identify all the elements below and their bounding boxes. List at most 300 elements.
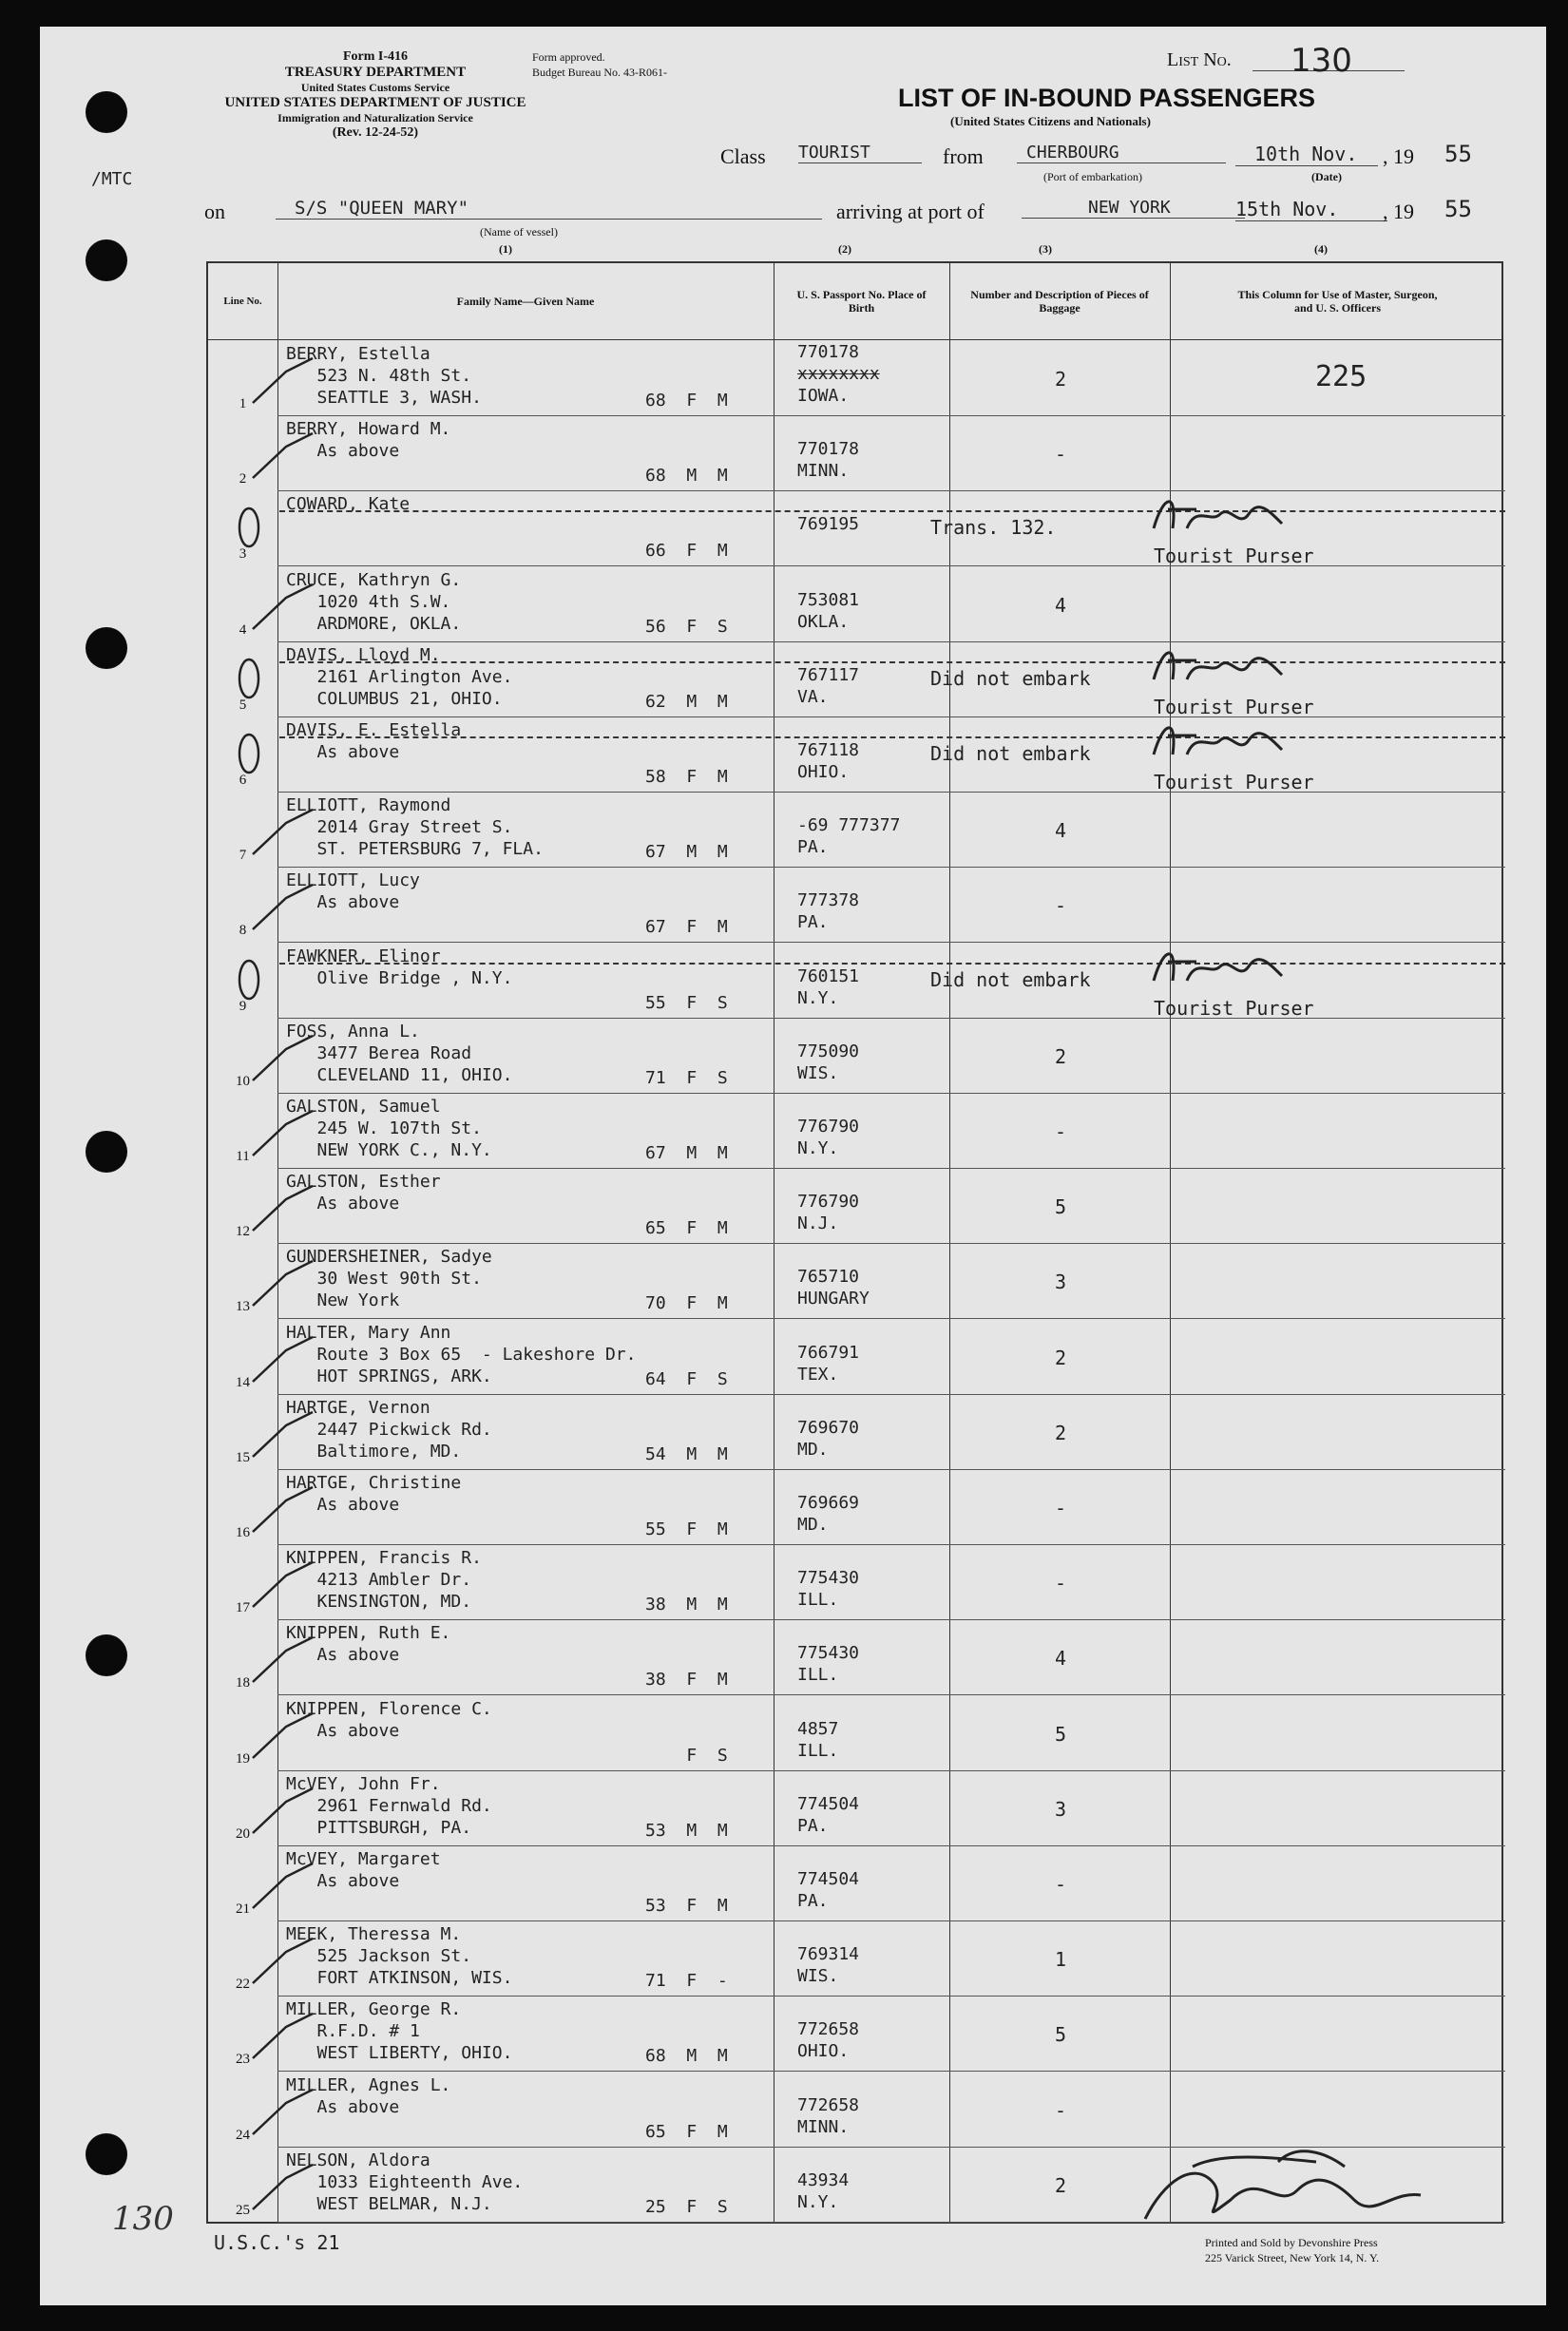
address-line: HOT SPRINGS, ARK. bbox=[286, 1366, 492, 1386]
year-prefix-to: , 19 bbox=[1383, 200, 1414, 223]
passport-birthplace bbox=[797, 1395, 959, 1461]
line-number: 13 bbox=[236, 1299, 250, 1315]
cancel-circle-icon bbox=[235, 731, 263, 776]
passport-number: 765710 bbox=[797, 1267, 860, 1288]
place-of-birth: TEX. bbox=[797, 1364, 839, 1385]
passport-number: 772658 bbox=[797, 2019, 860, 2040]
address-line: Baltimore, MD. bbox=[286, 1441, 462, 1462]
passport-birthplace bbox=[797, 1169, 959, 1234]
baggage-count: 5 bbox=[1054, 2023, 1067, 2047]
col-num-1: (1) bbox=[499, 242, 512, 256]
year-to-value: 55 bbox=[1444, 196, 1472, 222]
age-sex-status: 55 F M bbox=[645, 1519, 728, 1539]
passenger-name: GALSTON, Samuel bbox=[286, 1097, 441, 1117]
on-label: on bbox=[204, 200, 225, 223]
passport-number bbox=[797, 1771, 959, 1793]
form-revision: (Rev. 12-24-52) bbox=[332, 125, 419, 140]
year-prefix-from: , 19 bbox=[1383, 144, 1414, 168]
address-line: SEATTLE 3, WASH. bbox=[286, 388, 482, 408]
table-row bbox=[208, 717, 1505, 793]
baggage-count: - bbox=[1054, 2098, 1067, 2122]
baggage-count: - bbox=[1054, 1873, 1067, 1896]
class-label: Class bbox=[720, 144, 766, 168]
passenger-name: FAWKNER, Elinor bbox=[286, 946, 441, 966]
passport-number bbox=[797, 1696, 959, 1718]
printer-credit bbox=[1205, 2235, 1379, 2265]
line-number: 21 bbox=[236, 1901, 250, 1917]
baggage-count: 3 bbox=[1054, 1797, 1067, 1821]
arrival-port-value: NEW YORK bbox=[1022, 198, 1245, 219]
age-sex-status: 66 F M bbox=[645, 541, 728, 562]
passenger-name: McVEY, John Fr. bbox=[286, 1773, 441, 1794]
baggage-count: - bbox=[1054, 443, 1067, 467]
passport-number: 4857 bbox=[797, 1718, 839, 1739]
address-line: 1033 Eighteenth Ave. bbox=[286, 2171, 524, 2192]
baggage-count: 2 bbox=[1054, 368, 1067, 391]
place-of-birth: PA. bbox=[797, 1815, 829, 1836]
ins-service: Immigration and Naturalization Service bbox=[277, 111, 473, 124]
address-line: 2014 Gray Street S. bbox=[286, 817, 513, 838]
passport-number: 767117 bbox=[797, 664, 860, 685]
table-row bbox=[208, 944, 1505, 1019]
vessel-note: (Name of vessel) bbox=[480, 225, 558, 239]
punch-hole bbox=[86, 1634, 127, 1676]
approval-line: Form approved. bbox=[532, 50, 605, 64]
place-of-birth: MD. bbox=[797, 1439, 829, 1460]
age-sex-status: 65 F M bbox=[645, 2121, 728, 2142]
year-from-value: 55 bbox=[1444, 141, 1472, 167]
col-header-officers: This Column for Use of Master, Surgeon, and U. S. Officers bbox=[1237, 288, 1438, 315]
passport-number bbox=[797, 793, 959, 814]
arrival-date-value: 15th Nov. bbox=[1235, 198, 1387, 221]
printer-line-1: Printed and Sold by Devonshire Press bbox=[1205, 2236, 1378, 2249]
passenger-name: McVEY, Margaret bbox=[286, 1849, 441, 1869]
table-row bbox=[208, 1846, 1505, 1921]
line-number: 8 bbox=[239, 923, 247, 939]
passport-birthplace bbox=[797, 2148, 959, 2213]
passport-number: 775430 bbox=[797, 1643, 860, 1664]
punch-hole bbox=[86, 2133, 127, 2175]
place-of-birth: N.Y. bbox=[797, 1138, 839, 1158]
purser-title: Tourist Purser bbox=[1154, 695, 1314, 718]
passenger-name: KNIPPEN, Francis R. bbox=[286, 1548, 482, 1569]
address-line: 4213 Ambler Dr. bbox=[286, 1570, 472, 1591]
treasury-dept: TREASURY DEPARTMENT bbox=[284, 65, 467, 80]
table-row bbox=[208, 1094, 1505, 1169]
age-sex-status: 38 F M bbox=[645, 1670, 728, 1691]
col-header-line: Line No. bbox=[223, 296, 262, 307]
line-number: 22 bbox=[236, 1977, 250, 1993]
baggage-count: - bbox=[1054, 1572, 1067, 1595]
line-number: 12 bbox=[236, 1224, 250, 1240]
cancel-circle-icon bbox=[235, 957, 263, 1003]
table-row bbox=[208, 642, 1505, 717]
baggage-count: 4 bbox=[1054, 593, 1067, 617]
passport-birthplace bbox=[797, 1921, 959, 1987]
line-number: 4 bbox=[239, 621, 247, 638]
passport-number: 766791 bbox=[797, 1342, 860, 1363]
place-of-birth: MD. bbox=[797, 1515, 829, 1535]
passport-number bbox=[797, 2148, 959, 2169]
passport-number bbox=[797, 1470, 959, 1492]
baggage-count: - bbox=[1054, 894, 1067, 918]
table-row bbox=[208, 1997, 1505, 2072]
passport-birthplace bbox=[797, 2073, 959, 2138]
line-number: 3 bbox=[239, 546, 247, 563]
passport-number bbox=[797, 1545, 959, 1567]
passenger-name: FOSS, Anna L. bbox=[286, 1021, 420, 1041]
purser-title: Tourist Purser bbox=[1154, 545, 1314, 568]
passport-birthplace bbox=[797, 793, 959, 858]
baggage-count: - bbox=[1054, 1120, 1067, 1143]
punch-hole bbox=[86, 91, 127, 133]
passport-number: -69 777377 bbox=[797, 815, 901, 836]
passport-number: 769195 bbox=[797, 514, 860, 535]
age-sex-status: 62 M M bbox=[645, 691, 728, 712]
passenger-name-address bbox=[286, 2074, 780, 2118]
line-number: 1 bbox=[239, 396, 247, 411]
address-line: Route 3 Box 65 - Lakeshore Dr. bbox=[286, 1344, 637, 1365]
age-sex-status: 67 M M bbox=[645, 842, 728, 863]
age-sex-status: 55 F S bbox=[645, 992, 728, 1013]
page-title: LIST OF IN-BOUND PASSENGERS bbox=[898, 84, 1316, 112]
col-header-name: Family Name—Given Name bbox=[456, 295, 595, 308]
age-sex-status: 65 F M bbox=[645, 1218, 728, 1239]
age-sex-status: 56 F S bbox=[645, 616, 728, 637]
address-line: As above bbox=[286, 1720, 400, 1741]
passport-number: 753081 bbox=[797, 589, 860, 610]
table-row bbox=[208, 1169, 1505, 1244]
address-line: 3477 Berea Road bbox=[286, 1042, 472, 1063]
place-of-birth: PA. bbox=[797, 1891, 829, 1911]
customs-service: United States Customs Service bbox=[300, 81, 450, 94]
row-remark: Did not embark bbox=[930, 967, 1091, 991]
table-row bbox=[208, 1696, 1505, 1771]
address-line: 30 West 90th St. bbox=[286, 1269, 482, 1290]
passport-number: 769669 bbox=[797, 1493, 860, 1513]
passport-birthplace bbox=[797, 1094, 959, 1159]
passport-number: 769314 bbox=[797, 1944, 860, 1965]
passenger-name: MILLER, Agnes L. bbox=[286, 2074, 451, 2095]
purser-signature bbox=[1144, 637, 1287, 694]
passport-number: xxxxxxxx bbox=[797, 364, 880, 384]
passport-number bbox=[797, 1997, 959, 2018]
table-row bbox=[208, 567, 1505, 642]
form-approval bbox=[532, 49, 741, 80]
bottom-handwritten-number: 130 bbox=[112, 2200, 174, 2238]
address-line: 523 N. 48th St. bbox=[286, 366, 472, 386]
passport-number bbox=[797, 868, 959, 889]
age-sex-status: 64 F S bbox=[645, 1368, 728, 1389]
age-sex-status: 71 F S bbox=[645, 1067, 728, 1088]
passport-number bbox=[797, 1094, 959, 1116]
passport-number bbox=[797, 416, 959, 438]
punch-hole bbox=[86, 239, 127, 281]
date-from-value: 10th Nov. bbox=[1235, 143, 1378, 166]
address-line: ST. PETERSBURG 7, FLA. bbox=[286, 839, 544, 860]
age-sex-status: 70 F M bbox=[645, 1293, 728, 1314]
place-of-birth: PA. bbox=[797, 912, 829, 933]
address-line: 525 Jackson St. bbox=[286, 1946, 472, 1967]
strike-through-line bbox=[279, 510, 1505, 512]
address-line: Olive Bridge , N.Y. bbox=[286, 967, 513, 988]
passport-number: 43934 bbox=[797, 2169, 850, 2190]
table-row bbox=[208, 491, 1505, 566]
address-line: As above bbox=[286, 441, 400, 462]
row-remark: Trans. 132. bbox=[930, 516, 1057, 540]
line-number: 14 bbox=[236, 1374, 250, 1390]
row-remark: Did not embark bbox=[930, 666, 1091, 690]
passport-number bbox=[797, 1019, 959, 1041]
table-row bbox=[208, 1620, 1505, 1695]
passport-birthplace bbox=[797, 567, 959, 633]
table-row bbox=[208, 1244, 1505, 1319]
passport-number: 777378 bbox=[797, 890, 860, 911]
strike-through-line bbox=[279, 736, 1505, 738]
table-row bbox=[208, 1395, 1505, 1470]
baggage-count: 2 bbox=[1054, 1346, 1067, 1369]
strike-through-line bbox=[279, 661, 1505, 663]
baggage-count: 4 bbox=[1054, 819, 1067, 843]
list-no-line bbox=[1252, 42, 1405, 80]
age-sex-status: 25 F S bbox=[645, 2196, 728, 2217]
line-number: 18 bbox=[236, 1675, 250, 1691]
table-row bbox=[208, 793, 1505, 868]
place-of-birth: ILL. bbox=[797, 1740, 839, 1761]
line-number: 19 bbox=[236, 1750, 250, 1767]
place-of-birth: N.J. bbox=[797, 1213, 839, 1234]
passenger-name: DAVIS, E. Estella bbox=[286, 720, 462, 740]
passport-number bbox=[797, 567, 959, 589]
age-sex-status: F S bbox=[645, 1745, 728, 1766]
list-no-label: List No. bbox=[1167, 49, 1232, 70]
passport-birthplace bbox=[797, 416, 959, 482]
passport-birthplace bbox=[797, 1771, 959, 1837]
table-row bbox=[208, 1921, 1505, 1997]
passenger-name: MEEK, Theressa M. bbox=[286, 1924, 462, 1945]
address-line: 2447 Pickwick Rd. bbox=[286, 1419, 492, 1440]
address-line: WEST LIBERTY, OHIO. bbox=[286, 2043, 513, 2064]
address-line: NEW YORK C., N.Y. bbox=[286, 1140, 492, 1160]
address-line: As above bbox=[286, 892, 400, 913]
line-number: 17 bbox=[236, 1600, 250, 1616]
punch-hole bbox=[86, 1131, 127, 1173]
officer-value-row-1: 225 bbox=[1315, 360, 1367, 393]
from-label: from bbox=[943, 144, 984, 168]
passenger-name: ELLIOTT, Raymond bbox=[286, 795, 451, 816]
passport-birthplace bbox=[797, 1244, 959, 1309]
place-of-birth: WIS. bbox=[797, 1062, 839, 1083]
col-num-2: (2) bbox=[838, 242, 851, 256]
date-note: (Date) bbox=[1311, 170, 1342, 183]
passenger-name-address bbox=[286, 418, 780, 462]
line-number: 11 bbox=[236, 1149, 250, 1164]
baggage-count: 1 bbox=[1054, 1948, 1067, 1972]
cancel-circle-icon bbox=[235, 656, 263, 701]
col-header-passport: U. S. Passport No. Place of Birth bbox=[796, 288, 927, 315]
address-line: As above bbox=[286, 2096, 400, 2117]
bottom-form-code: U.S.C.'s 21 bbox=[214, 2231, 340, 2254]
passenger-name: GALSTON, Esther bbox=[286, 1172, 441, 1193]
purser-title: Tourist Purser bbox=[1154, 771, 1314, 793]
vessel-name: S/S "QUEEN MARY" bbox=[276, 198, 822, 220]
passport-number: 770178 bbox=[797, 439, 860, 460]
table-row bbox=[208, 2073, 1505, 2148]
address-line: COLUMBUS 21, OHIO. bbox=[286, 688, 503, 709]
table-row bbox=[208, 1470, 1505, 1545]
baggage-count: 2 bbox=[1054, 1044, 1067, 1068]
address-line: As above bbox=[286, 742, 400, 762]
address-line: As above bbox=[286, 1645, 400, 1666]
passport-number bbox=[797, 1846, 959, 1868]
address-line: FORT ATKINSON, WIS. bbox=[286, 1968, 513, 1989]
passenger-name-address bbox=[286, 719, 780, 763]
address-line: CLEVELAND 11, OHIO. bbox=[286, 1064, 513, 1085]
address-line: New York bbox=[286, 1290, 400, 1311]
baggage-count: 3 bbox=[1054, 1271, 1067, 1294]
age-sex-status: 68 F M bbox=[645, 391, 728, 411]
passenger-name: HALTER, Mary Ann bbox=[286, 1322, 451, 1343]
table-row bbox=[208, 341, 1505, 416]
arriving-label: arriving at port of bbox=[836, 200, 985, 223]
strike-through-line bbox=[279, 963, 1505, 965]
address-line: 1020 4th S.W. bbox=[286, 591, 451, 612]
table-row bbox=[208, 1019, 1505, 1094]
col-header-baggage: Number and Description of Pieces of Baggage bbox=[970, 288, 1149, 315]
age-sex-status: 53 M M bbox=[645, 1820, 728, 1841]
baggage-count: 5 bbox=[1054, 1195, 1067, 1219]
age-sex-status: 53 F M bbox=[645, 1896, 728, 1916]
cancel-circle-icon bbox=[235, 505, 263, 550]
passport-number: 776790 bbox=[797, 1192, 860, 1213]
passenger-name-address bbox=[286, 1472, 780, 1516]
passenger-name: KNIPPEN, Florence C. bbox=[286, 1698, 492, 1719]
passport-number: 775090 bbox=[797, 1041, 860, 1061]
passenger-name-address bbox=[286, 869, 780, 913]
line-number: 15 bbox=[236, 1449, 250, 1465]
passport-number bbox=[797, 1244, 959, 1266]
form-number: Form I-416 bbox=[342, 49, 409, 64]
passport-number: 770178 bbox=[797, 342, 860, 362]
baggage-count: 4 bbox=[1054, 1647, 1067, 1671]
justice-dept: UNITED STATES DEPARTMENT OF JUSTICE bbox=[224, 95, 526, 110]
purser-signature bbox=[1144, 486, 1287, 543]
place-of-birth: OHIO. bbox=[797, 2041, 850, 2062]
line-number: 10 bbox=[236, 1073, 250, 1089]
printer-line-2: 225 Varick Street, New York 14, N. Y. bbox=[1205, 2251, 1380, 2264]
line-number: 9 bbox=[239, 998, 247, 1014]
baggage-count: 5 bbox=[1054, 1722, 1067, 1746]
passenger-name: CRUCE, Kathryn G. bbox=[286, 569, 462, 590]
passport-number: 776790 bbox=[797, 1117, 860, 1137]
purser-signature bbox=[1144, 712, 1287, 769]
passport-number bbox=[797, 1395, 959, 1417]
table-row bbox=[208, 868, 1505, 943]
baggage-count: 2 bbox=[1054, 2173, 1067, 2197]
passenger-name-address bbox=[286, 1848, 780, 1892]
passenger-name: MILLER, George R. bbox=[286, 1999, 462, 2020]
place-of-birth: MINN. bbox=[797, 461, 850, 482]
address-line: ARDMORE, OKLA. bbox=[286, 613, 462, 634]
place-of-birth: WIS. bbox=[797, 1966, 839, 1987]
passenger-name: DAVIS, Lloyd M. bbox=[286, 644, 441, 665]
place-of-birth: ILL. bbox=[797, 1590, 839, 1611]
page-subtitle: (United States Citizens and Nationals) bbox=[950, 114, 1151, 128]
age-sex-status: 67 M M bbox=[645, 1143, 728, 1163]
line-number: 5 bbox=[239, 697, 247, 713]
line-number: 7 bbox=[239, 848, 247, 864]
passenger-name: ELLIOTT, Lucy bbox=[286, 870, 420, 891]
passenger-name-address bbox=[286, 1622, 780, 1666]
line-number: 20 bbox=[236, 1825, 250, 1842]
passport-number: 775430 bbox=[797, 1568, 860, 1589]
row-remark: Did not embark bbox=[930, 742, 1091, 765]
passport-number: 767118 bbox=[797, 740, 860, 760]
passport-birthplace bbox=[797, 1620, 959, 1686]
age-sex-status: 67 F M bbox=[645, 917, 728, 938]
place-of-birth: N.Y. bbox=[797, 2191, 839, 2212]
col-num-3: (3) bbox=[1039, 242, 1052, 256]
passport-birthplace bbox=[797, 1997, 959, 2062]
passenger-name-address bbox=[286, 1171, 780, 1214]
passport-number bbox=[797, 1620, 959, 1642]
passport-birthplace bbox=[797, 1470, 959, 1536]
address-line: As above bbox=[286, 1495, 400, 1515]
line-number: 6 bbox=[239, 773, 247, 788]
place-of-birth: IOWA. bbox=[797, 386, 850, 406]
age-sex-status: 38 M M bbox=[645, 1595, 728, 1615]
age-sex-status: 71 F - bbox=[645, 1971, 728, 1992]
baggage-count: 2 bbox=[1054, 1421, 1067, 1444]
passport-birthplace bbox=[797, 1846, 959, 1912]
passport-birthplace bbox=[797, 868, 959, 933]
address-line: PITTSBURGH, PA. bbox=[286, 1817, 472, 1838]
purser-title: Tourist Purser bbox=[1154, 996, 1314, 1020]
passport-number: 760151 bbox=[797, 965, 860, 986]
purser-signature bbox=[1144, 938, 1287, 995]
table-row bbox=[208, 416, 1505, 491]
address-line: R.F.D. # 1 bbox=[286, 2021, 420, 2042]
line-number: 2 bbox=[239, 471, 247, 487]
passport-number bbox=[797, 2073, 959, 2094]
line-number: 24 bbox=[236, 2127, 250, 2143]
passport-number: 774504 bbox=[797, 1793, 860, 1814]
place-of-birth: HUNGARY bbox=[797, 1289, 870, 1309]
line-number: 25 bbox=[236, 2202, 250, 2218]
place-of-birth: N.Y. bbox=[797, 987, 839, 1008]
margin-note: /MTC bbox=[91, 169, 133, 189]
form-agency-header bbox=[195, 49, 556, 141]
budget-bureau-line: Budget Bureau No. 43-R061- bbox=[532, 66, 667, 79]
class-value: TOURIST bbox=[798, 143, 922, 163]
passport-number bbox=[797, 1320, 959, 1342]
place-of-birth: PA. bbox=[797, 837, 829, 858]
age-sex-status: 68 M M bbox=[645, 466, 728, 487]
passenger-name: KNIPPEN, Ruth E. bbox=[286, 1623, 451, 1644]
passport-birthplace bbox=[797, 1019, 959, 1084]
passenger-table bbox=[206, 261, 1503, 2224]
line-number: 23 bbox=[236, 2052, 250, 2068]
from-value: CHERBOURG bbox=[1017, 143, 1226, 163]
passport-number bbox=[797, 1169, 959, 1191]
passport-number: 772658 bbox=[797, 2094, 860, 2115]
place-of-birth: OHIO. bbox=[797, 762, 850, 782]
passenger-name: HARTGE, Christine bbox=[286, 1473, 462, 1493]
table-row bbox=[208, 1320, 1505, 1395]
line-number: 16 bbox=[236, 1525, 250, 1540]
passport-number: 774504 bbox=[797, 1869, 860, 1889]
list-no-value: 130 bbox=[1291, 42, 1352, 80]
